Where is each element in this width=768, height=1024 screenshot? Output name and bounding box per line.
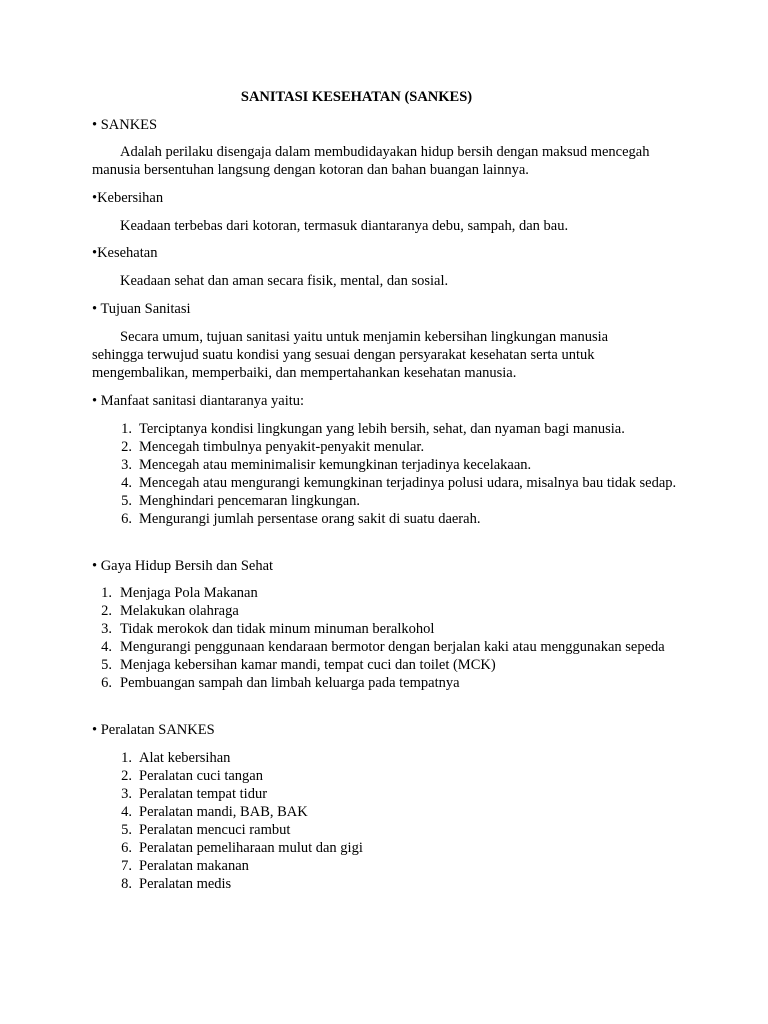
section-heading: •Kebersihan xyxy=(92,190,164,206)
section-heading: • Manfaat sanitasi diantaranya yaitu: xyxy=(92,393,305,409)
list-item-text: Pembuangan sampah dan limbah keluarga pada tempatnya xyxy=(120,675,460,691)
list-item-text: Peralatan mandi, BAB, BAK xyxy=(139,804,308,820)
section-gaya-hidup xyxy=(92,557,692,575)
section-heading: •Kesehatan xyxy=(92,245,158,261)
list-number: 4. xyxy=(101,639,112,655)
list-item xyxy=(110,474,685,492)
list-number: 6. xyxy=(121,840,132,856)
document-title: SANITASI KESEHATAN (SANKES) xyxy=(240,89,473,105)
list-item xyxy=(110,456,685,474)
list-item xyxy=(110,857,670,875)
list-item xyxy=(110,749,670,767)
paragraph: Keadaan terbebas dari kotoran, termasuk diantaranya debu, sampah, dan bau. xyxy=(120,218,569,234)
paragraph: Secara umum, tujuan sanitasi yaitu untuk menjamin kebersihan lingkungan manusia sehingga terwujud suatu kondisi yang sesuai dengan persyarakat kesehatan serta untuk mengembalikan, memperbaiki, dan mempertahankan kesehatan manusia. xyxy=(92,329,609,381)
list-item-text: Menghindari pencemaran lingkungan. xyxy=(139,493,361,509)
list-number: 2. xyxy=(121,768,132,784)
paragraph: Adalah perilaku disengaja dalam membudidayakan hidup bersih dengan maksud mencegah manusia bersentuhan langsung dengan kotoran dan bahan buangan lainnya. xyxy=(92,144,650,178)
list-item-text: Peralatan tempat tidur xyxy=(139,786,268,802)
list-item xyxy=(110,839,670,857)
list-item-text: Peralatan pemeliharaan mulut dan gigi xyxy=(139,840,363,856)
section-kebersihan-body xyxy=(92,217,662,235)
list-item xyxy=(110,767,670,785)
list-number: 3. xyxy=(121,786,132,802)
list-number: 2. xyxy=(101,603,112,619)
list-number: 1. xyxy=(101,585,112,601)
list-item xyxy=(110,803,670,821)
list-number: 1. xyxy=(121,421,132,437)
list-item xyxy=(110,510,685,528)
list-item xyxy=(110,875,670,893)
section-kesehatan-body xyxy=(92,272,662,290)
list-number: 5. xyxy=(101,657,112,673)
list-item-text: Mengurangi jumlah persentase orang sakit di suatu daerah. xyxy=(139,511,481,527)
section-sankes-body xyxy=(92,143,652,179)
list-number: 6. xyxy=(121,511,132,527)
list-number: 4. xyxy=(121,804,132,820)
list-item xyxy=(110,420,685,438)
list-number: 3. xyxy=(101,621,112,637)
list-item-text: Menjaga Pola Makanan xyxy=(120,585,258,601)
section-tujuan xyxy=(92,300,692,318)
list-item-text: Tidak merokok dan tidak minum minuman beralkohol xyxy=(120,621,435,637)
list-item-text: Melakukan olahraga xyxy=(120,603,239,619)
section-heading: • SANKES xyxy=(92,117,158,133)
list-item-text: Terciptanya kondisi lingkungan yang lebih bersih, sehat, dan nyaman bagi manusia. xyxy=(139,421,625,437)
list-item xyxy=(90,638,665,656)
section-heading: • Gaya Hidup Bersih dan Sehat xyxy=(92,558,274,574)
section-peralatan xyxy=(92,721,692,739)
list-item xyxy=(110,785,670,803)
section-sankes xyxy=(92,116,692,134)
gaya-hidup-list xyxy=(90,584,665,692)
section-kesehatan xyxy=(92,244,692,262)
list-item xyxy=(90,620,665,638)
manfaat-list xyxy=(110,420,685,528)
list-item-text: Mencegah timbulnya penyakit-penyakit menular. xyxy=(139,439,425,455)
list-number: 5. xyxy=(121,822,132,838)
list-item-text: Peralatan cuci tangan xyxy=(139,768,263,784)
list-item-text: Mencegah atau meminimalisir kemungkinan terjadinya kecelakaan. xyxy=(139,457,532,473)
list-number: 6. xyxy=(101,675,112,691)
list-number: 3. xyxy=(121,457,132,473)
section-heading: • Peralatan SANKES xyxy=(92,722,215,738)
list-number: 1. xyxy=(121,750,132,766)
list-number: 4. xyxy=(121,475,132,491)
list-item xyxy=(90,656,665,674)
list-item xyxy=(90,674,665,692)
list-number: 2. xyxy=(121,439,132,455)
list-item xyxy=(90,584,665,602)
peralatan-list xyxy=(110,749,670,893)
section-manfaat xyxy=(92,392,692,410)
list-item-text: Alat kebersihan xyxy=(139,750,231,766)
list-number: 5. xyxy=(121,493,132,509)
list-number: 8. xyxy=(121,876,132,892)
list-item xyxy=(90,602,665,620)
section-tujuan-body xyxy=(92,328,652,382)
section-kebersihan xyxy=(92,189,692,207)
list-item-text: Peralatan medis xyxy=(139,876,232,892)
list-item-text: Peralatan mencuci rambut xyxy=(139,822,291,838)
list-item-text: Mengurangi penggunaan kendaraan bermotor dengan berjalan kaki atau menggunakan sepeda xyxy=(120,639,665,655)
list-number: 7. xyxy=(121,858,132,874)
list-item-text: Menjaga kebersihan kamar mandi, tempat cuci dan toilet (MCK) xyxy=(120,657,496,673)
paragraph: Keadaan sehat dan aman secara fisik, mental, dan sosial. xyxy=(120,273,449,289)
list-item xyxy=(110,438,685,456)
list-item xyxy=(110,821,670,839)
list-item-text: Mencegah atau mengurangi kemungkinan terjadinya polusi udara, misalnya bau tidak sedap. xyxy=(139,475,677,491)
list-item xyxy=(110,492,685,510)
section-heading: • Tujuan Sanitasi xyxy=(92,301,191,317)
list-item-text: Peralatan makanan xyxy=(139,858,249,874)
